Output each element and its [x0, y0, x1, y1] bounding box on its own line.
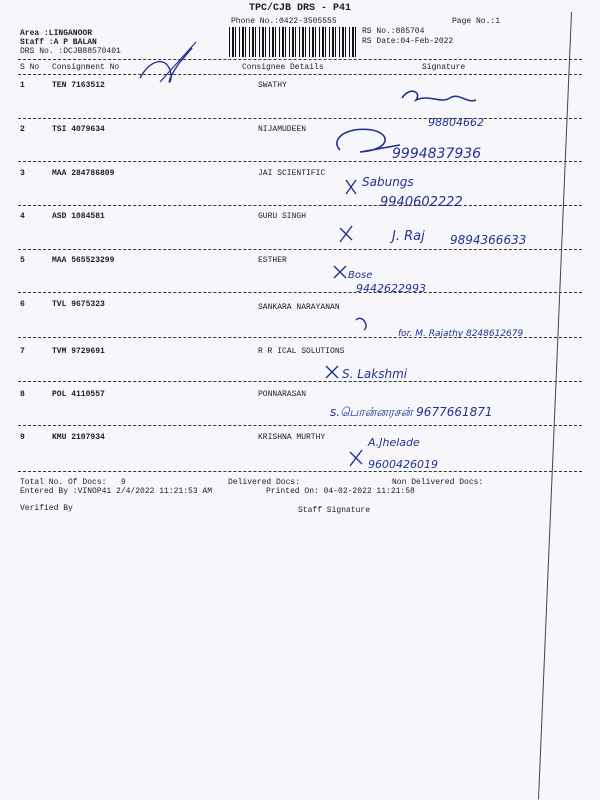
- cross-mark-icon: [326, 366, 338, 378]
- row-consignment: TEN 7163512: [52, 81, 105, 90]
- barcode: [229, 27, 359, 57]
- handwritten-name: A.Jhelade: [368, 436, 420, 449]
- staff-signature-scribble: [140, 48, 192, 82]
- row-sno: 6: [20, 300, 25, 309]
- row-consignee: ESTHER: [258, 256, 287, 265]
- row-sno: 9: [20, 433, 25, 442]
- total-docs: Total No. Of Docs: 9: [20, 478, 126, 487]
- col-consignment: Consignment No: [52, 63, 120, 72]
- row-consignment: MAA 565523299: [52, 256, 115, 265]
- handwritten-phone: 9894366633: [450, 233, 527, 247]
- row-divider: [18, 292, 582, 293]
- row-consignee: KRISHNA MURTHY: [258, 433, 326, 442]
- phone-number: Phone No.:0422-3505555: [231, 17, 337, 26]
- rs-date: RS Date:04-Feb-2022: [362, 37, 454, 46]
- row-consignment: TVM 9729691: [52, 347, 105, 356]
- handwritten-name: J. Raj: [392, 229, 425, 244]
- page-number: Page No.:1: [452, 17, 501, 26]
- row-sno: 8: [20, 390, 25, 399]
- row-consignee: SWATHY: [258, 81, 287, 90]
- row-divider: [18, 161, 582, 162]
- row-sno: 4: [20, 212, 25, 221]
- row-consignment: KMU 2107934: [52, 433, 105, 442]
- handwritten-phone: 9600426019: [368, 458, 438, 471]
- printed-on: Printed On: 04-02-2022 11:21:58: [266, 487, 415, 496]
- row-divider: [18, 118, 582, 119]
- column-divider: [18, 74, 582, 75]
- entered-by: Entered By :VINOP41 2/4/2022 11:21:53 AM: [20, 487, 213, 496]
- row-consignee: SANKARA NARAYANAN: [258, 303, 340, 312]
- handwritten-name: S. Lakshmi: [342, 367, 408, 381]
- delivered-docs: Delivered Docs:: [228, 478, 301, 487]
- col-signature: Signature: [422, 63, 466, 72]
- margin-line: [538, 12, 572, 799]
- row-consignee: NIJAMUDEEN: [258, 125, 307, 134]
- row-divider: [18, 381, 582, 382]
- row-consignment: ASD 1084581: [52, 212, 105, 221]
- handwritten-phone: 98804662: [428, 116, 484, 129]
- row-consignee: GURU SINGH: [258, 212, 307, 221]
- staff: Staff :A P BALAN: [20, 38, 97, 47]
- handwritten-name: Sabungs: [362, 175, 414, 189]
- col-sno: S No: [20, 63, 40, 72]
- row-consignment: MAA 284786809: [52, 169, 115, 178]
- handwritten-phone: 9442622993: [356, 282, 426, 295]
- row-divider: [18, 205, 582, 206]
- signature-scribble: [356, 318, 366, 330]
- handwritten-phone: 9994837936: [392, 146, 482, 162]
- row-consignee: PONNARASAN: [258, 390, 307, 399]
- cross-mark-icon: [340, 226, 352, 242]
- row-consignment: POL 4110557: [52, 390, 105, 399]
- staff-signature-stroke: [160, 42, 196, 82]
- row-consignee: JAI SCIENTIFIC: [258, 169, 326, 178]
- row-consignment: TSI 4079634: [52, 125, 105, 134]
- row-sno: 1: [20, 81, 25, 90]
- handwritten-name-phone: s.பொன்னரசன் 9677661871: [330, 405, 493, 419]
- area: Area :LINGANOOR: [20, 29, 93, 38]
- row-divider: [18, 337, 582, 338]
- rs-number: RS No.:885704: [362, 27, 425, 36]
- cross-mark-icon: [334, 266, 346, 278]
- handwritten-note: for. M. Rajathy 8248612679: [398, 329, 524, 339]
- col-consignee: Consignee Details: [242, 63, 324, 72]
- row-consignee: R R ICAL SOLUTIONS: [258, 347, 345, 356]
- row-divider: [18, 471, 582, 472]
- handwritten-name: Bose: [348, 270, 373, 281]
- cross-mark-icon: [350, 450, 362, 466]
- row-sno: 7: [20, 347, 25, 356]
- row-sno: 3: [20, 169, 25, 178]
- signature-scribble: [337, 129, 400, 152]
- row-divider: [18, 249, 582, 250]
- drs-number: DRS No. :DCJB88570401: [20, 47, 121, 56]
- cross-mark-icon: [346, 180, 356, 194]
- handwritten-phone: 9940602222: [380, 195, 463, 210]
- row-sno: 5: [20, 256, 25, 265]
- non-delivered-docs: Non Delivered Docs:: [392, 478, 484, 487]
- row-consignment: TVL 9675323: [52, 300, 105, 309]
- verified-by: Verified By: [20, 504, 73, 513]
- row-sno: 2: [20, 125, 25, 134]
- row-divider: [18, 425, 582, 426]
- signature-scribble: [402, 91, 476, 101]
- staff-signature-label: Staff Signature: [298, 506, 371, 515]
- header-divider: [18, 59, 582, 60]
- sheet-title: TPC/CJB DRS - P41: [248, 3, 352, 14]
